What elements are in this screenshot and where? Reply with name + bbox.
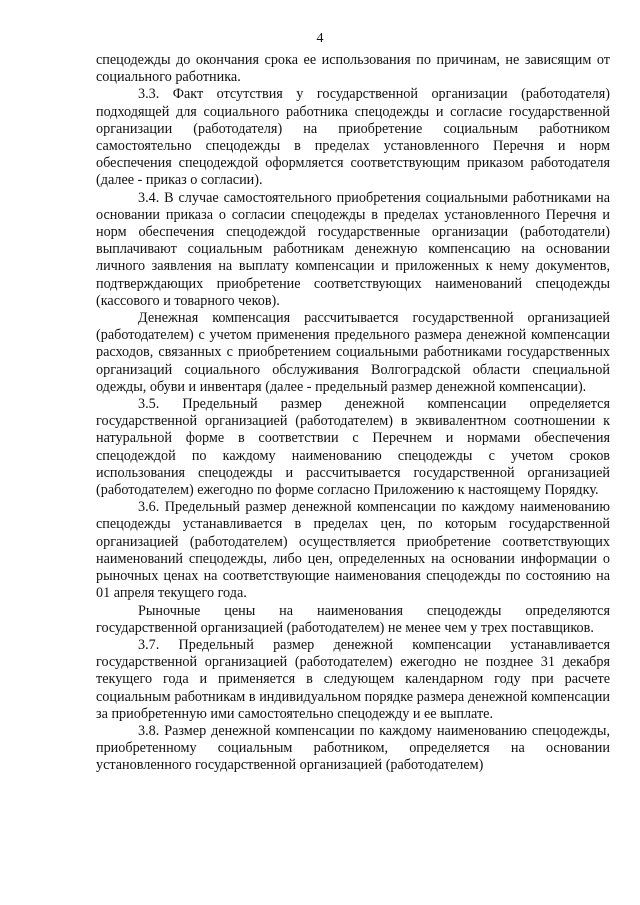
page-number: 4 [316,31,324,46]
paragraph-3-8: 3.8. Размер денежной компенсации по каждому наименованию спецодежды, приобретенному социальным работником, определяется на основании установленного государственной организацией (работодателем) [96,722,610,774]
paragraph-continuation: спецодежды до окончания срока ее использования по причинам, не зависящим от социального работника. [96,52,610,86]
paragraph-compensation-calculation: Денежная компенсация рассчитывается государственной организацией (работодателем) с учетом применения предельного размера денежной компенсации расходов, связанных с приобретением социальными работниками государственных организаций социального обслуживания Волгоградской области специальной одежды, обуви и инвентаря (далее - предельный размер денежной компенсации). [96,310,610,395]
paragraph-3-4: 3.4. В случае самостоятельного приобретения социальными работниками на основании приказа о согласии спецодежды в пределах установленного Перечня и норм обеспечения спецодеждой государственные организации (работодатели) выплачивают социальным работникам денежную компенсацию на основании личного заявления на выплату компенсации и приложенных к нему документов, подтверждающих приобретение соответствующих наименований спецодежды (кассового и товарного чеков). [96,189,610,309]
paragraph-3-3: 3.3. Факт отсутствия у государственной организации (работодателя) подходящей для социального работника спецодежды и согласие государственной организации (работодателя) на приобретение социальным работником самостоятельно спецодежды в пределах установленного Перечня и норм обеспечения спецодеждой оформляется соответствующим приказом работодателя (далее - приказ о согласии). [96,86,610,189]
paragraph-3-7: 3.7. Предельный размер денежной компенсации устанавливается государственной организацией (работодателем) ежегодно не позднее 31 декабря текущего года и применяется в следующем календарном году при расчете социальным работникам в индивидуальном порядке размера денежной компенсации за приобретенную ими самостоятельно спецодежду и ее выплате. [96,636,610,722]
paragraph-market-prices: Рыночные цены на наименования спецодежды определяются государственной организацией (работодателем) не менее чем у трех поставщиков. [96,602,610,636]
paragraph-3-6: 3.6. Предельный размер денежной компенсации по каждому наименованию спецодежды устанавливается в пределах цен, по которым государственной организацией (работодателем) осуществляется приобретение соответствующих наименований спецодежды, либо цен, определенных на основании информации о рыночных ценах на соответствующие наименования спецодежды по состоянию на 01 апреля текущего года. [96,499,610,602]
document-body [96,52,610,775]
paragraph-3-5: 3.5. Предельный размер денежной компенсации определяется государственной организацией (работодателем) в эквивалентном соотношении к натуральной форме в соответствии с Перечнем и нормами обеспечения спецодеждой по каждому наименованию спецодежды с учетом сроков использования спецодежды и рассчитывается государственной организацией (работодателем) ежегодно по форме согласно Приложению к настоящему Порядку. [96,396,610,499]
